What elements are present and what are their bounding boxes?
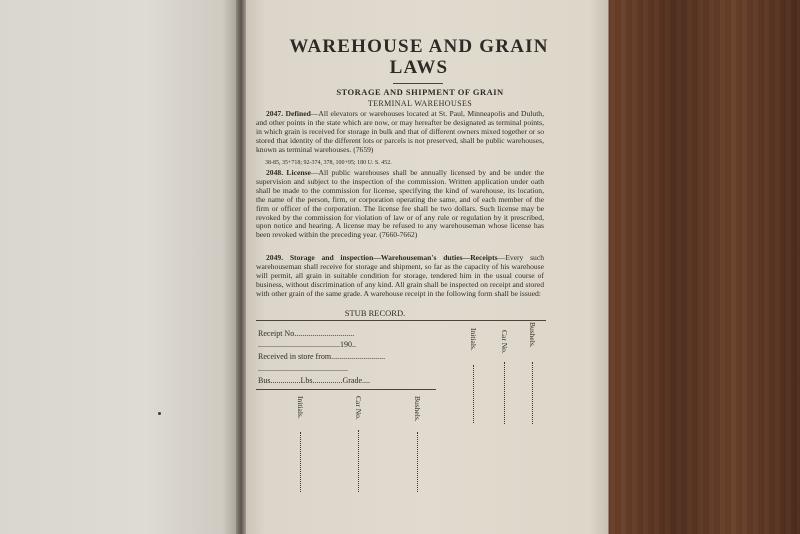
initials-column-dots-lower: [300, 432, 301, 492]
section-text: —All elevators or warehouses located at St. Paul, Minneapolis and Duluth, and other points in the state which are now, or may hereafter be designated as terminal points, in which grain is received for storage in bulk and that of different owners mixed together or so stored that identity of the different lots or parcels is not preserved, shall be public warehouses, known as terminal warehouses. (7659): [256, 109, 544, 154]
section-citation: 38-85, 35+718; 92-374, 378, 100+95; 180 U. S. 452.: [265, 160, 392, 166]
receipt-no-line: Receipt No..............................: [258, 329, 355, 338]
stub-record-heading: STUB RECORD.: [344, 308, 406, 318]
date-line: .........................................190..: [258, 340, 356, 349]
section-number: 2048.: [266, 168, 284, 177]
section-heading: Storage and inspection—Warehouseman's duties—Receipts: [289, 253, 498, 262]
bushels-column-dots-lower: [417, 432, 418, 492]
initials-column-label: Initials.: [469, 328, 478, 351]
page-title-line1: WAREHOUSE AND GRAIN: [289, 36, 549, 57]
bus-lbs-grade-line: Bus...............Lbs...............Grade....: [258, 376, 370, 385]
received-line: Received in store from...........................: [258, 352, 386, 361]
bushels-column-dots: [532, 362, 533, 424]
car-no-column-dots: [504, 362, 505, 424]
section-2049: [256, 254, 544, 299]
section-text: —All public warehouses shall be annually licensed by and be under the supervision and subject to the inspection of the commission. Written application under oath shall be made to the commission for license, specifying the kind of warehouse, its location, the name of the person, firm, or corporation operating the same, and of each member of the firm or officer of the corporation. The license fee shall be two dollars. Such license may be revoked by the commission for violation of law or of any rule or regulation by it prescribed, upon notice and hearing. A license may be refused to any warehouseman whose license has been revoked within the preceding year. (7660-7662): [256, 168, 544, 240]
section-text: —Every such warehouseman shall receive for storage and shipment, so far as the capacity of his warehouse will permit, all grain in suitable condition for storage, tendered him in the usual course of business, without discrimination of any kind. All grain shall be inspected on receipt and stored with other grain of the same grade. A warehouse receipt in the following form shall be issued:: [256, 253, 544, 298]
car-no-column-label: Car No.: [500, 330, 509, 354]
title-rule: [393, 83, 443, 84]
left-page: [0, 0, 242, 534]
section-number: 2047.: [266, 109, 284, 118]
paper-speck: [158, 412, 161, 415]
bushels-column-label-lower: Bushels.: [413, 396, 422, 422]
blank-line: .............................................: [258, 364, 348, 373]
section-subtitle: STORAGE AND SHIPMENT OF GRAIN: [336, 87, 504, 97]
book-gutter: [236, 0, 246, 534]
initials-column-label-lower: Initials.: [296, 396, 305, 419]
stub-mid-rule: [256, 389, 436, 390]
section-number: 2049.: [266, 253, 284, 262]
initials-column-dots: [473, 365, 474, 423]
page-title-line2: LAWS: [389, 57, 449, 78]
bushels-column-label: Bushels.: [528, 322, 537, 348]
car-no-column-dots-lower: [358, 430, 359, 492]
section-heading: License: [286, 168, 311, 177]
section-2047: [256, 110, 544, 155]
section-subheading: TERMINAL WAREHOUSES: [367, 99, 473, 108]
section-heading: Defined: [285, 109, 311, 118]
car-no-column-label-lower: Car No.: [354, 396, 363, 420]
stub-top-rule: [256, 320, 546, 321]
section-2048: [256, 169, 544, 240]
